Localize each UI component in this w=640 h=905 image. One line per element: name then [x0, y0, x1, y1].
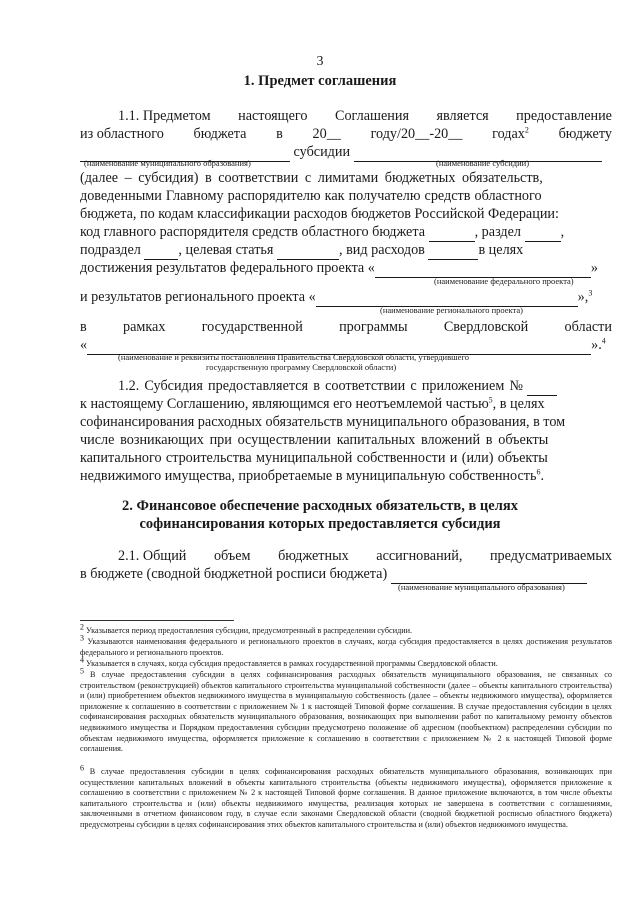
footnote-6: $^6$ В случае предоставления субсидии в целях софинансирования расходных обязательств муниципального образования, возникающих при осуществлении капитальных вложений в объекты капитального строительства (объекты недвижимого имущества), оформляется приложение к соглашению в соответствии с приложением № 2 к настоящей Типовой форме соглашения. В данное приложение включаются, в том числе объекты капитального строительства и (или) объекты недвижимого имущества, реализация которых не завершена в соответствии с соглашениями, заключенными в отчетном финансовом году, в случае если законами Свердловской области (сводной бюджетной росписью областного бюджета) предусмотрены субсидии в целях софинансирования этих объектов капитального строительства и (или) объектов недвижимого имущества.: [80, 763, 612, 829]
footnote-4: $^4$ Указывается в случаях, когда субсидия предоставляется в рамках государственной программы Свердловской области.: [80, 655, 498, 668]
footnote-3: $^3$ Указываются наименования федерального и регионального проектов в случаях, когда субсидия предоставляется в целях достижения результатов федерального и регионального проектов.: [80, 633, 613, 657]
blank-subsection[interactable]: [144, 241, 178, 260]
blank-target-article[interactable]: [277, 241, 339, 260]
section2-title-line2: софинансирования которых предоставляется субсидия: [139, 516, 501, 532]
caption-gov-decree-1: (наименование и реквизиты постановления Правительства Свердловской области, утвердившего: [118, 352, 469, 362]
footnote-separator: [80, 620, 234, 621]
para-1-1-line11: в рамках государственной программы Свердловской области: [80, 319, 612, 335]
section2-title-line1: 2. Финансовое обеспечение расходных обязательств, в целях: [122, 498, 518, 514]
para-1-1-line12: « ».$^4$: [80, 336, 606, 353]
para-2-1-line2: в бюджете (сводной бюджетной росписи бюджета): [80, 565, 612, 584]
page-number: 3: [316, 54, 324, 69]
para-1-1-line4: (далее – субсидия) в соответствии с лимитами бюджетных обязательств,: [80, 170, 543, 186]
caption-regional-project: (наименование регионального проекта): [380, 305, 523, 315]
blank-gr-code[interactable]: [429, 223, 475, 242]
para-1-1-line9: достижения результатов федерального проекта « »: [80, 260, 598, 276]
caption-subsidy: (наименование субсидии): [436, 158, 530, 168]
footnote-5: $^5$ В случае предоставления субсидии в целях софинансирования расходных обязательств муниципального образования, не связанных со строительством (реконструкцией) объектов капитального строительства муниципальной собственности (далее – объекты капитального строительства) и (или) приобретением объектов недвижимого имущества в муниципальную собственность (далее – объекты недвижимого имущества), оформляется приложение к соглашению в соответствии с приложением № 1 к настоящей Типовой форме соглашения. В случае предоставления субсидии в целях софинансирования расходных обязательств муниципального образования, возникающих при выполнении работ по капитальному ремонту объектов недвижимого имущества и Порядком предоставления субсидии предусмотрено положение об адресном (пообъектном) распределении субсидии по объектам недвижимого имущества, оформляется приложение к соглашению в соответствии с приложением № 2 к настоящей Типовой форме соглашения.: [80, 666, 612, 754]
para-1-1-line10: и результатов регионального проекта « »,$^3$: [80, 288, 593, 305]
section1-title: 1. Предмет соглашения: [243, 73, 397, 89]
para-1-1-line2: из областного бюджета в 20__ году/20__-20__ годах$^2$ бюджету: [80, 125, 612, 142]
para-2-1-line1: 2.1. Общий объем бюджетных ассигнований, предусматриваемых: [118, 548, 612, 564]
caption-municipality: (наименование муниципального образования): [84, 158, 251, 168]
blank-appendix-number[interactable]: [527, 377, 557, 396]
para-1-2-line4: числе возникающих при осуществлении капитальных вложений в объекты: [80, 432, 549, 448]
para-1-1-line1: 1.1. Предметом настоящего Соглашения является предоставление: [118, 108, 612, 124]
para-1-1-line7: код главного распорядителя средств областного бюджета , раздел ,: [80, 224, 565, 240]
footnote-2: $^2$ Указывается период предоставления субсидии, предусмотренный в распределении субсидии.: [80, 622, 413, 635]
para-1-1-line6: бюджета, по кодам классификации расходов бюджетов Российской Федерации:: [80, 206, 559, 222]
para-1-1-line5: доведенными Главному распорядителю как получателю средств областного: [80, 188, 542, 204]
blank-section[interactable]: [525, 223, 561, 242]
para-1-2-line2: к настоящему Соглашению, являющимся его неотъемлемой частью$^5$, в целях: [80, 395, 545, 412]
caption-federal-project: (наименование федерального проекта): [434, 276, 574, 286]
para-1-2-line6: недвижимого имущества, приобретаемые в муниципальную собственность$^6$.: [80, 467, 544, 484]
blank-expense-type[interactable]: [428, 241, 478, 260]
para-1-2-line3: софинансирования расходных обязательств муниципального образования, в том: [80, 414, 566, 430]
para-1-2-line1: 1.2. Субсидия предоставляется в соответствии с приложением №: [118, 377, 612, 396]
para-1-1-line3: субсидии: [80, 143, 612, 162]
para-1-1-line8: подраздел , целевая статья , вид расходов в целях: [80, 242, 524, 258]
para-1-2-line5: капитального строительства муниципальной собственности и (или) объекты: [80, 450, 548, 466]
caption-municipality-2: (наименование муниципального образования): [398, 582, 565, 592]
caption-gov-decree-2: государственную программу Свердловской области): [206, 362, 397, 372]
